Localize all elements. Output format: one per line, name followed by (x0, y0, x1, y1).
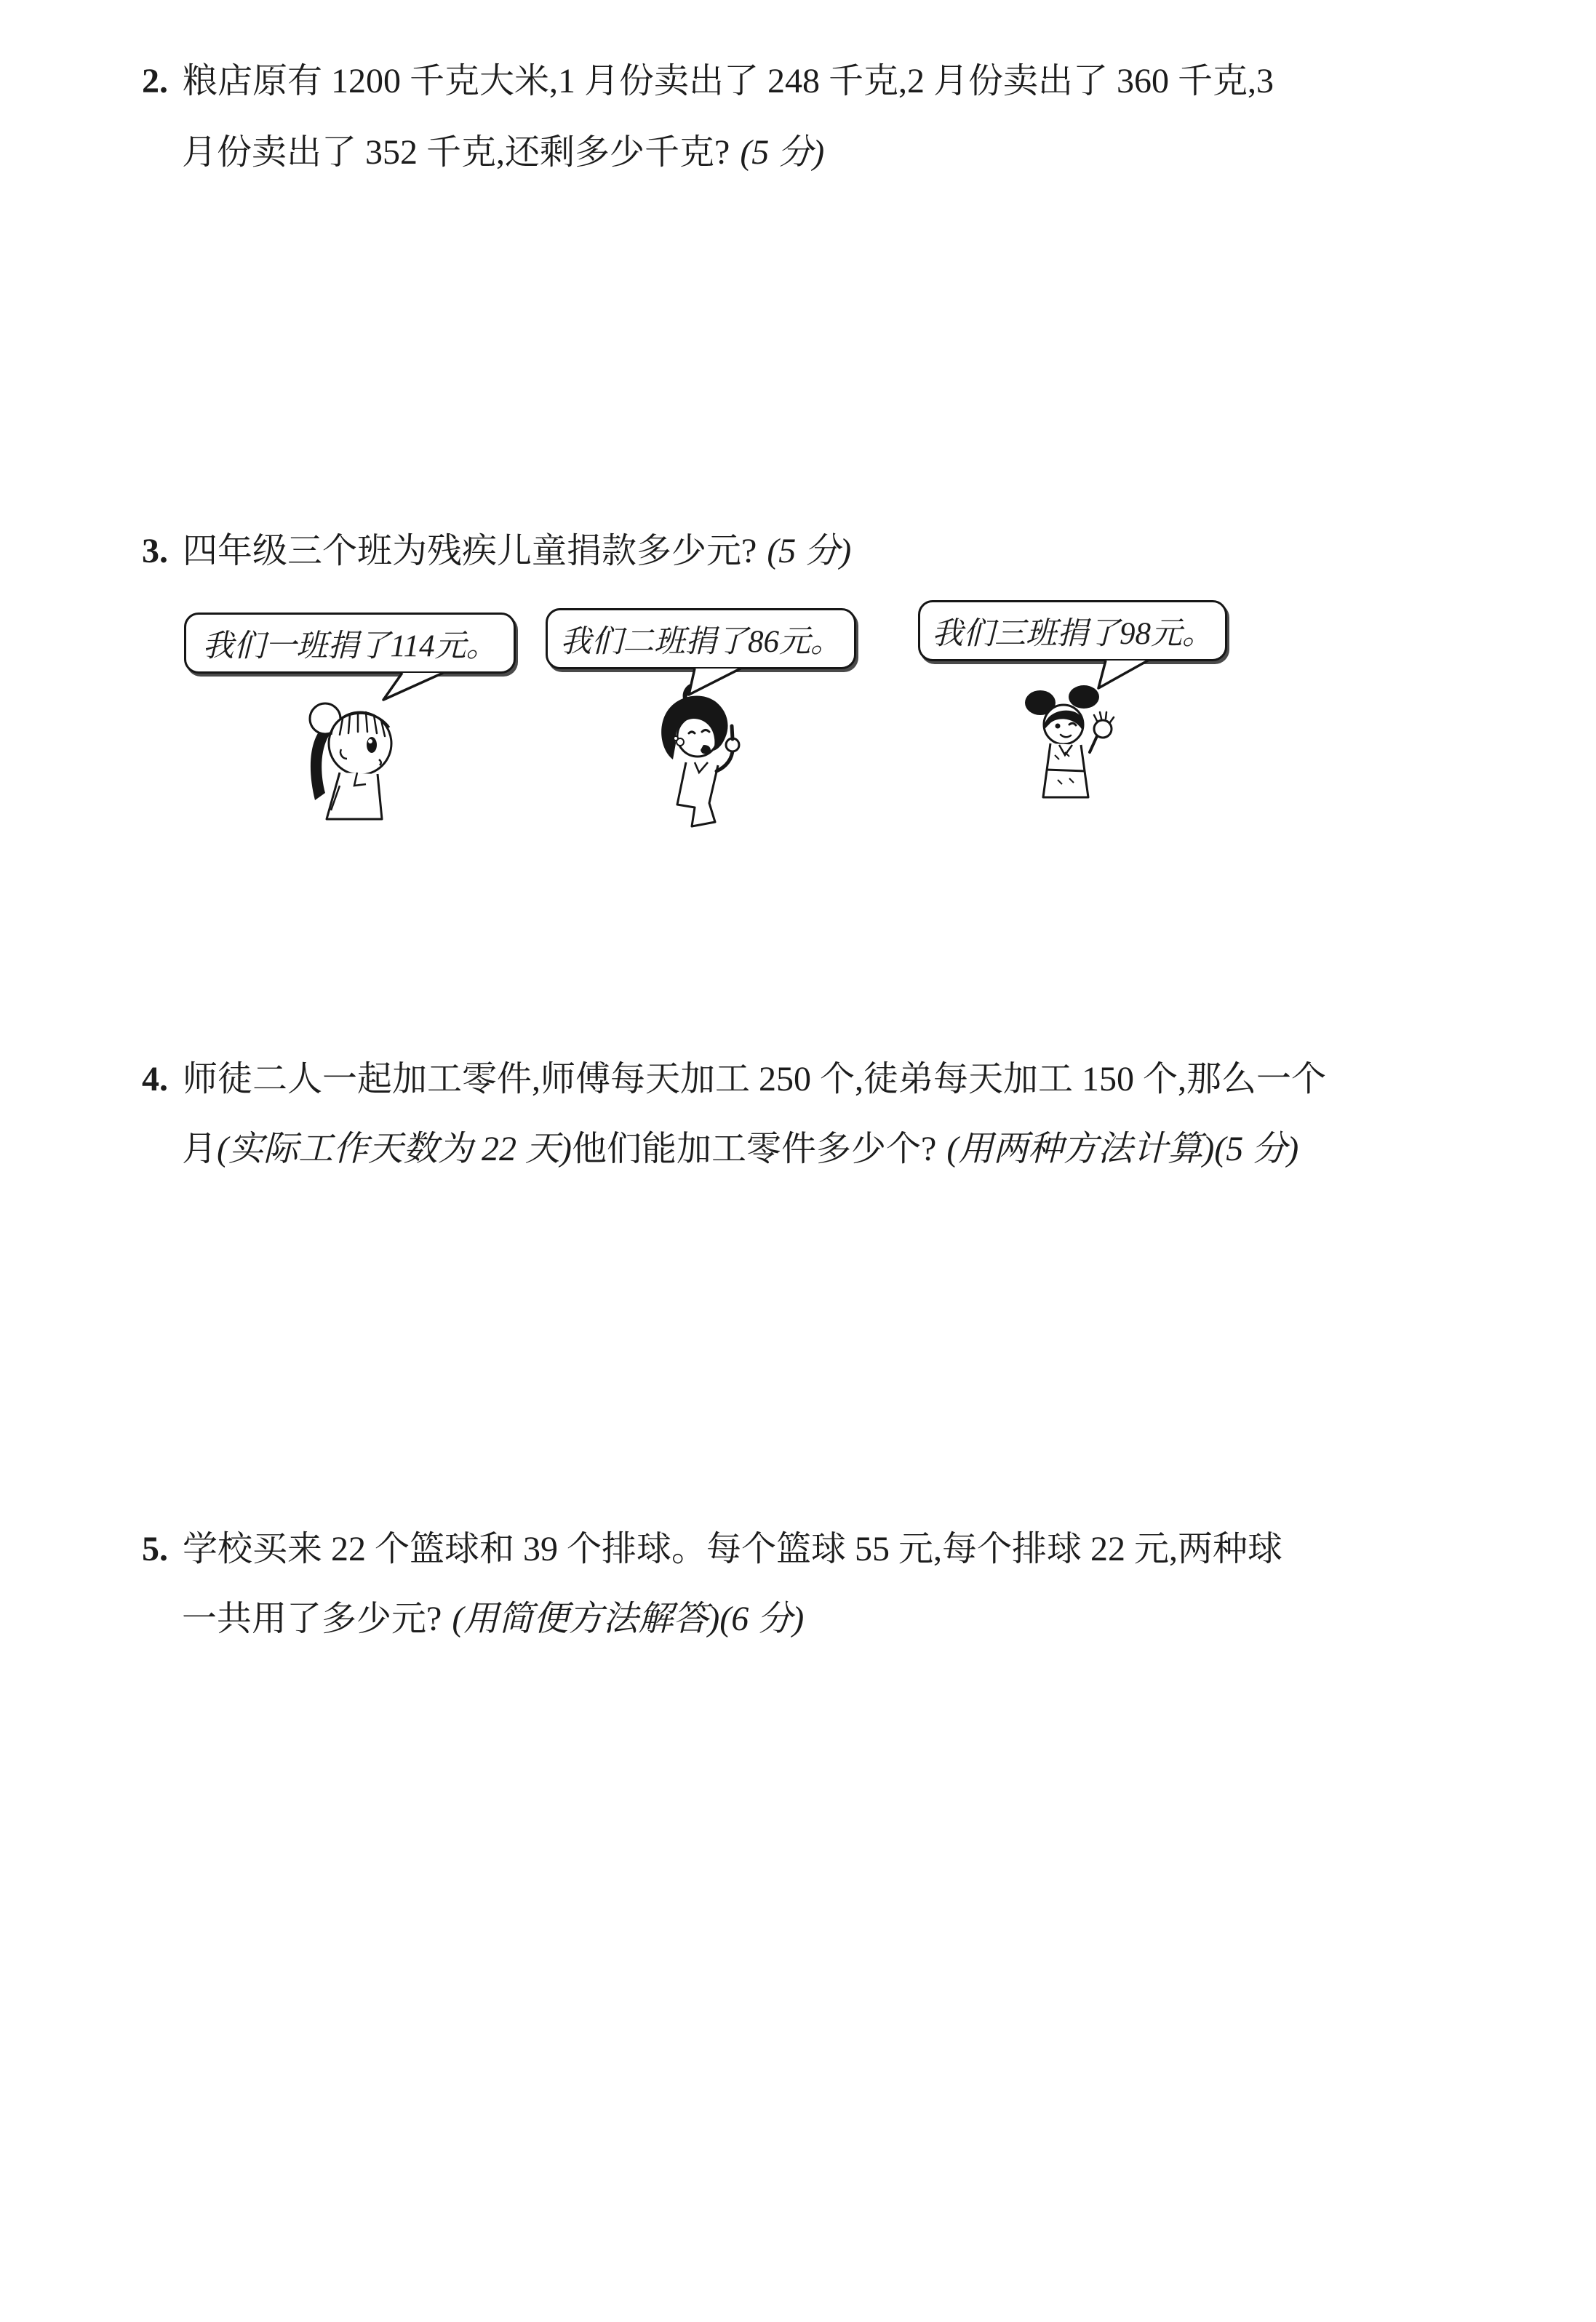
question-5-text-continued: 一共用了多少元? (182, 1600, 442, 1638)
bubble-tail-3-icon (1090, 658, 1162, 692)
question-2-number: 2. (142, 62, 168, 100)
speech-bubble-2-text: 我们二班捐了86元。 (560, 624, 842, 659)
girl-2-illustration (644, 681, 751, 830)
question-5-line-2 (182, 1599, 804, 1639)
question-4-condition: (实际工作天数为 22 天) (217, 1130, 572, 1168)
question-5-number: 5. (142, 1530, 168, 1568)
speech-bubble-3-text: 我们三班捐了98元。 (932, 616, 1213, 651)
speech-bubble-1-text: 我们一班捐了114元。 (202, 629, 498, 663)
question-2-line-2 (182, 132, 824, 172)
question-5-line-1 (142, 1529, 1282, 1569)
speech-bubble-class-2 (546, 608, 856, 669)
question-2-text-continued: 月份卖出了 352 千克,还剩多少千克? (182, 133, 730, 172)
bubble-tail-1-icon (367, 671, 455, 704)
question-4-line-2 (182, 1129, 1298, 1169)
question-2-text: 粮店原有 1200 千克大米,1 月份卖出了 248 千克,2 月份卖出了 360 千克,3 (183, 62, 1274, 100)
speech-bubble-class-1 (184, 613, 516, 674)
question-4-text-continued: 月 (182, 1130, 218, 1168)
question-3-number: 3. (142, 532, 168, 570)
question-5-text: 学校买来 22 个篮球和 39 个排球。每个篮球 55 元,每个排球 22 元,两种球 (183, 1530, 1283, 1568)
question-3-text: 四年级三个班为残疾儿童捐款多少元? (183, 532, 757, 570)
question-4-number: 4. (142, 1060, 168, 1098)
question-4-text: 师徒二人一起加工零件,师傅每天加工 250 个,徒弟每天加工 150 个,那么一个 (183, 1060, 1327, 1098)
question-3-line-1 (142, 531, 851, 571)
question-5-score: (用简便方法解答)(6 分) (452, 1600, 805, 1638)
question-4-line-1 (142, 1059, 1326, 1099)
speech-bubble-class-3 (918, 600, 1227, 661)
question-4-score: (用两种方法计算)(5 分) (946, 1130, 1299, 1168)
girl-1-illustration (295, 690, 404, 822)
question-4-text-end: 他们能加工零件多少个? (572, 1130, 937, 1168)
question-3-score: (5 分) (767, 532, 852, 570)
question-2-line-1 (142, 61, 1274, 101)
girl-3-illustration (1017, 682, 1125, 806)
bubble-tail-2-icon (677, 666, 757, 698)
question-2-score: (5 分) (740, 133, 825, 172)
